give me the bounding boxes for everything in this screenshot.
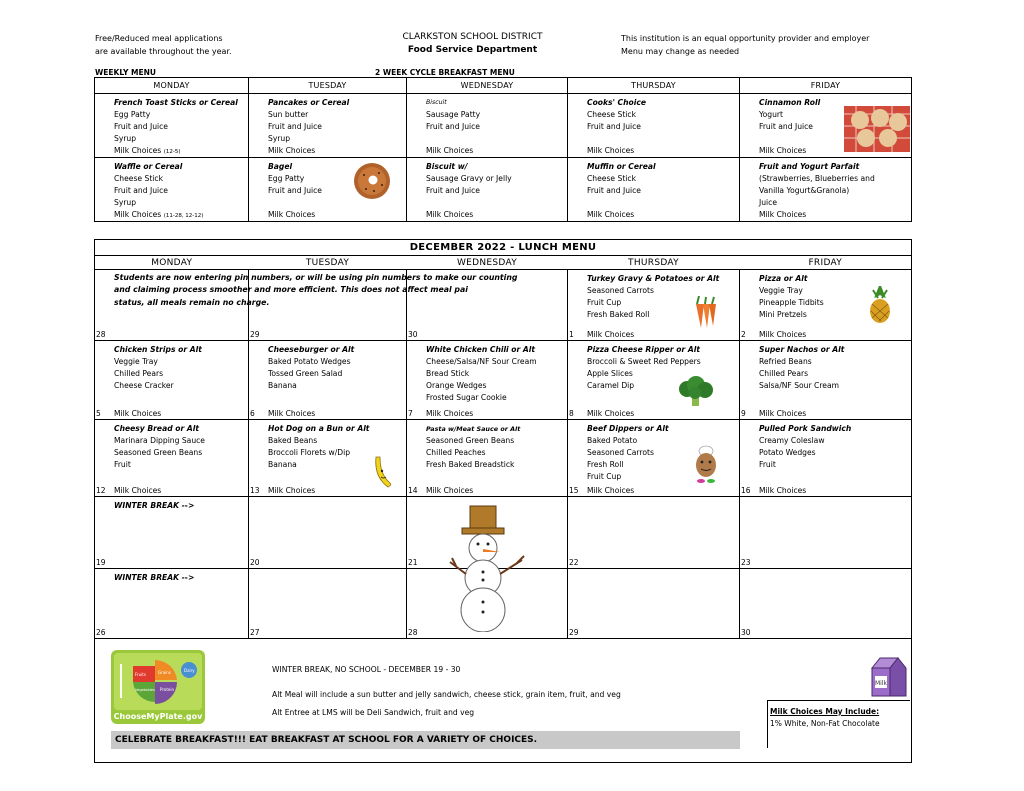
breakfast-cell-thursday xyxy=(568,94,740,158)
breakfast-milk-choices xyxy=(759,209,911,221)
lunch-milk-choices: Milk Choices xyxy=(587,409,635,418)
lunch-side-item: Cheese Cracker xyxy=(114,381,174,390)
lunch-side-item: Baked Beans xyxy=(268,436,318,445)
breakfast-milk-choices xyxy=(426,209,567,221)
lunch-side-item: Chilled Pears xyxy=(759,369,809,378)
lunch-cell-content xyxy=(568,341,739,392)
lunch-side-item: Cheese/Salsa/NF Sour Cream xyxy=(426,357,537,366)
breakfast-item: Fruit and Juice xyxy=(426,186,480,195)
lunch-side-item: Fruit xyxy=(114,460,131,469)
lunch-date-number: 16 xyxy=(741,486,751,495)
lunch-cell-content xyxy=(95,569,248,584)
breakfast-milk-choices xyxy=(268,145,406,157)
breakfast-milk-label: Milk Choices xyxy=(587,210,635,219)
banana-icon xyxy=(372,455,394,489)
lunch-cell-wednesday xyxy=(407,420,568,497)
lunch-side-item: Marinara Dipping Sauce xyxy=(114,436,205,445)
breakfast-item: Yogurt xyxy=(759,110,784,119)
lunch-date-number: 28 xyxy=(408,628,418,637)
lunch-side-item: Creamy Coleslaw xyxy=(759,436,825,445)
lunch-cell-thursday xyxy=(568,497,740,569)
lunch-entree-title: Pizza Cheese Ripper or Alt xyxy=(587,345,700,354)
lunch-cell-content xyxy=(95,497,248,512)
equal-opportunity-note xyxy=(621,33,869,58)
lunch-side-item: Fruit Cup xyxy=(587,472,622,481)
breakfast-item-title: Muffin or Cereal xyxy=(587,162,656,171)
lunch-side-item: Fruit Cup xyxy=(587,298,622,307)
equal-opportunity-line: This institution is an equal opportunity provider and employer xyxy=(621,34,870,43)
lunch-cell-monday xyxy=(95,341,249,420)
lunch-entree-title: Pulled Pork Sandwich xyxy=(759,424,852,433)
weekly-menu-label: WEEKLY MENU xyxy=(95,68,156,77)
breakfast-item: Egg Patty xyxy=(268,174,305,183)
myplate-protein-label: Protein xyxy=(160,687,175,692)
breakfast-week-1 xyxy=(95,94,912,158)
free-reduced-line1: Free/Reduced meal applications xyxy=(95,34,223,43)
lunch-side-item: Refried Beans xyxy=(759,357,812,366)
breakfast-item xyxy=(426,133,567,145)
lunch-day-friday: FRIDAY xyxy=(740,256,912,270)
lunch-cell-monday xyxy=(95,420,249,497)
breakfast-cell-tuesday xyxy=(249,94,407,158)
department-title: Food Service Department xyxy=(407,45,538,55)
breakfast-item: Fruit and Juice xyxy=(114,186,168,195)
breakfast-cycle-label: 2 WEEK CYCLE BREAKFAST MENU xyxy=(375,68,515,77)
breakfast-day-friday: FRIDAY xyxy=(740,78,912,94)
lunch-date-number: 20 xyxy=(250,558,260,567)
lunch-cell-content xyxy=(740,420,911,471)
breakfast-cell-content xyxy=(407,94,567,157)
lunch-date-number: 30 xyxy=(408,330,418,339)
breakfast-milk-choices xyxy=(268,209,406,221)
breakfast-milk-choices xyxy=(114,209,248,221)
lunch-side-item: Pineapple Tidbits xyxy=(759,298,824,307)
lunch-date-number: 2 xyxy=(741,330,746,339)
myplate-grains-label: Grains xyxy=(158,670,171,675)
lunch-side-item: Orange Wedges xyxy=(426,381,487,390)
potato-chef-icon xyxy=(690,445,722,485)
lunch-day-thursday: THURSDAY xyxy=(568,256,740,270)
lunch-date-number: 23 xyxy=(741,558,751,567)
winter-break-label: WINTER BREAK --> xyxy=(114,573,195,582)
myplate-fruits-label: Fruits xyxy=(135,672,146,677)
lunch-day-monday: MONDAY xyxy=(95,256,249,270)
lunch-week-3 xyxy=(95,420,912,497)
breakfast-day-tuesday: TUESDAY xyxy=(249,78,407,94)
breakfast-item: Egg Patty xyxy=(114,110,151,119)
lunch-milk-choices: Milk Choices xyxy=(114,486,162,495)
lunch-date-number: 21 xyxy=(408,558,418,567)
lunch-date-number: 6 xyxy=(250,409,255,418)
broccoli-icon xyxy=(677,376,713,408)
cinnamon-roll-icon xyxy=(844,106,910,152)
snowman-icon xyxy=(446,504,528,632)
lunch-date-number: 19 xyxy=(96,558,106,567)
lunch-entree-title: Hot Dog on a Bun or Alt xyxy=(268,424,370,433)
lunch-entree-title: Beef Dippers or Alt xyxy=(587,424,669,433)
pin-number-notice-line: status, all meals remain no charge. xyxy=(114,297,270,307)
breakfast-cell-content xyxy=(568,94,739,157)
free-reduced-note xyxy=(95,33,232,58)
pin-number-notice-line: Students are now entering pin numbers, or will be using pin numbers to make our counting xyxy=(114,273,518,282)
lunch-date-number: 26 xyxy=(96,628,106,637)
lunch-entree-title: Cheesy Bread or Alt xyxy=(114,424,199,433)
breakfast-milk-choices xyxy=(587,209,739,221)
lunch-side-item: Mini Pretzels xyxy=(759,310,807,319)
lunch-cell-friday xyxy=(740,341,912,420)
lunch-side-item: Baked Potato Wedges xyxy=(268,357,351,366)
breakfast-item: Syrup xyxy=(114,198,137,207)
lunch-menu-title: DECEMBER 2022 - LUNCH MENU xyxy=(95,240,912,256)
breakfast-item-title: French Toast Sticks or Cereal xyxy=(114,98,238,107)
lunch-side-item: Seasoned Carrots xyxy=(587,286,654,295)
lunch-date-number: 28 xyxy=(96,330,106,339)
pin-number-notice xyxy=(95,270,517,309)
breakfast-milk-dates: (11-28, 12-12) xyxy=(163,213,204,219)
breakfast-milk-dates: (12-5) xyxy=(163,149,181,155)
carrots-icon xyxy=(693,296,717,330)
lunch-date-number: 8 xyxy=(569,409,574,418)
breakfast-item: (Strawberries, Blueberries and xyxy=(759,174,875,183)
milk-carton-icon xyxy=(868,656,908,698)
lunch-week-2 xyxy=(95,341,912,420)
lunch-entree-title: White Chicken Chili or Alt xyxy=(426,345,536,354)
lunch-milk-choices: Milk Choices xyxy=(426,486,474,495)
lunch-milk-choices: Milk Choices xyxy=(587,330,635,339)
breakfast-item: Cheese Stick xyxy=(114,174,163,183)
breakfast-day-header xyxy=(95,78,912,94)
breakfast-item: Sun butter xyxy=(268,110,309,119)
lunch-cell-wednesday xyxy=(407,341,568,420)
lunch-day-tuesday: TUESDAY xyxy=(249,256,407,270)
lunch-date-number: 29 xyxy=(250,330,260,339)
breakfast-item-title: Cooks' Choice xyxy=(587,98,646,107)
breakfast-milk-choices xyxy=(587,145,739,157)
breakfast-cell-content xyxy=(568,158,739,221)
lunch-entree-title: Super Nachos or Alt xyxy=(759,345,845,354)
breakfast-item: Fruit and Juice xyxy=(587,122,641,131)
lunch-milk-choices: Milk Choices xyxy=(759,409,807,418)
lunch-cell-thursday xyxy=(568,341,740,420)
breakfast-milk-label: Milk Choices xyxy=(268,146,316,155)
milk-choices-options: 1% White, Non-Fat Chocolate xyxy=(770,719,880,728)
lunch-milk-choices: Milk Choices xyxy=(587,486,635,495)
lunch-date-number: 9 xyxy=(741,409,746,418)
breakfast-milk-label: Milk Choices xyxy=(268,210,316,219)
lunch-date-number: 1 xyxy=(569,330,574,339)
breakfast-cell-friday xyxy=(740,158,912,222)
lunch-side-item: Baked Potato xyxy=(587,436,638,445)
breakfast-item: Fruit and Juice xyxy=(759,122,813,131)
winter-break-label: WINTER BREAK --> xyxy=(114,501,195,510)
lunch-milk-choices: Milk Choices xyxy=(268,486,316,495)
breakfast-cell-thursday xyxy=(568,158,740,222)
breakfast-milk-choices xyxy=(426,145,567,157)
breakfast-item: Fruit and Juice xyxy=(114,122,168,131)
breakfast-item-title: Waffle or Cereal xyxy=(114,162,183,171)
lunch-cell-content xyxy=(740,341,911,392)
lunch-side-item: Fresh Baked Roll xyxy=(587,310,650,319)
lunch-date-number: 13 xyxy=(250,486,260,495)
lunch-side-item: Bread Stick xyxy=(426,369,470,378)
breakfast-item: Vanilla Yogurt&Granola) xyxy=(759,186,850,195)
breakfast-item: Sausage Gravy or Jelly xyxy=(426,174,512,183)
breakfast-cell-content xyxy=(95,94,248,157)
lunch-entree-title: Pizza or Alt xyxy=(759,274,808,283)
breakfast-item-title: Pancakes or Cereal xyxy=(268,98,350,107)
lunch-side-item: Seasoned Carrots xyxy=(587,448,654,457)
lunch-cell-content xyxy=(95,341,248,392)
breakfast-item: Cheese Stick xyxy=(587,110,636,119)
winter-break-notice: WINTER BREAK, NO SCHOOL - DECEMBER 19 - 30 xyxy=(272,665,461,674)
lunch-cell-friday xyxy=(740,569,912,639)
lunch-side-item: Veggie Tray xyxy=(759,286,803,295)
lunch-side-item: Broccoli & Sweet Red Peppers xyxy=(587,357,701,366)
lunch-cell-content xyxy=(407,341,567,404)
lunch-side-item: Banana xyxy=(268,381,297,390)
lunch-day-header xyxy=(95,256,912,270)
breakfast-item: Cheese Stick xyxy=(587,174,636,183)
breakfast-cell-content xyxy=(249,94,406,157)
breakfast-cell-wednesday xyxy=(407,158,568,222)
lunch-side-item: Caramel Dip xyxy=(587,381,635,390)
breakfast-cell-content xyxy=(95,158,248,221)
alt-entree-note: Alt Entree at LMS will be Deli Sandwich, fruit and veg xyxy=(272,708,475,717)
lunch-date-number: 5 xyxy=(96,409,101,418)
lunch-side-item: Tossed Green Salad xyxy=(268,369,343,378)
breakfast-cell-monday xyxy=(95,158,249,222)
lunch-side-item: Fresh Roll xyxy=(587,460,624,469)
lunch-cell-monday xyxy=(95,569,249,639)
celebrate-breakfast-banner: CELEBRATE BREAKFAST!!! EAT BREAKFAST AT SCHOOL FOR A VARIETY OF CHOICES. xyxy=(111,731,740,749)
breakfast-milk-choices xyxy=(114,145,248,157)
menu-change-line: Menu may change as needed xyxy=(621,46,740,56)
bagel-icon xyxy=(352,161,392,201)
lunch-cell-tuesday xyxy=(249,341,407,420)
lunch-date-number: 7 xyxy=(408,409,413,418)
breakfast-week-2 xyxy=(95,158,912,222)
lunch-side-item: Salsa/NF Sour Cream xyxy=(759,381,840,390)
lunch-side-item: Seasoned Green Beans xyxy=(114,448,203,457)
lunch-side-item: Frosted Sugar Cookie xyxy=(426,393,507,402)
lunch-cell-content xyxy=(249,341,406,392)
lunch-menu-table xyxy=(94,239,912,763)
breakfast-item-title: Bagel xyxy=(268,162,293,171)
breakfast-menu-table xyxy=(94,77,912,222)
lunch-cell-content xyxy=(407,420,567,471)
breakfast-item-title: Cinnamon Roll xyxy=(759,98,821,107)
lunch-date-number: 15 xyxy=(569,486,579,495)
breakfast-item: Juice xyxy=(759,198,778,207)
lunch-day-wednesday: WEDNESDAY xyxy=(407,256,568,270)
lunch-milk-choices: Milk Choices xyxy=(114,409,162,418)
breakfast-item xyxy=(426,197,567,209)
breakfast-milk-label: Milk Choices xyxy=(426,146,474,155)
lunch-side-item: Potato Wedges xyxy=(759,448,816,457)
lunch-entree-title: Turkey Gravy & Potatoes or Alt xyxy=(587,274,720,283)
breakfast-cell-content xyxy=(740,158,911,221)
lunch-side-item: Seasoned Green Beans xyxy=(426,436,515,445)
lunch-milk-choices: Milk Choices xyxy=(268,409,316,418)
breakfast-item-title: Biscuit w/ xyxy=(426,162,468,171)
breakfast-item-title: Fruit and Yogurt Parfait xyxy=(759,162,860,171)
lunch-milk-choices: Milk Choices xyxy=(426,409,474,418)
lunch-entree-title: Chicken Strips or Alt xyxy=(114,345,202,354)
breakfast-milk-label: Milk Choices xyxy=(587,146,635,155)
lunch-date-number: 12 xyxy=(96,486,106,495)
breakfast-cell-monday xyxy=(95,94,249,158)
pin-number-notice-line: and claiming process smoother and more efficient. This does not affect meal pai xyxy=(114,285,468,295)
lunch-milk-choices: Milk Choices xyxy=(759,330,807,339)
district-header xyxy=(360,31,585,57)
lunch-cell-monday xyxy=(95,497,249,569)
lunch-side-item: Chilled Peaches xyxy=(426,448,486,457)
lunch-side-item: Chilled Pears xyxy=(114,369,164,378)
breakfast-cell-wednesday xyxy=(407,94,568,158)
lunch-cell-tuesday xyxy=(249,569,407,639)
lunch-date-number: 30 xyxy=(741,628,751,637)
breakfast-item xyxy=(587,133,739,145)
breakfast-item-title: Biscuit xyxy=(426,99,447,106)
breakfast-item: Syrup xyxy=(268,134,291,143)
alt-meal-note: Alt Meal will include a sun butter and jelly sandwich, cheese stick, grain item, fruit, and veg xyxy=(272,690,621,699)
breakfast-milk-label: Milk Choices xyxy=(426,210,474,219)
lunch-cell-content xyxy=(95,420,248,471)
district-title: CLARKSTON SCHOOL DISTRICT xyxy=(402,32,543,42)
breakfast-item: Fruit and Juice xyxy=(268,122,322,131)
myplate-vegetables-label: Vegetables xyxy=(135,688,155,692)
breakfast-milk-label: Milk Choices xyxy=(114,210,162,219)
lunch-cell-friday xyxy=(740,497,912,569)
milk-choices-title: Milk Choices May Include: xyxy=(770,707,880,716)
lunch-cell-thursday xyxy=(568,569,740,639)
breakfast-milk-label: Milk Choices xyxy=(759,146,807,155)
breakfast-milk-label: Milk Choices xyxy=(114,146,162,155)
breakfast-milk-label: Milk Choices xyxy=(759,210,807,219)
lunch-side-item: Fruit xyxy=(759,460,776,469)
breakfast-item: Sausage Patty xyxy=(426,110,481,119)
breakfast-cell-content xyxy=(407,158,567,221)
lunch-side-item: Broccoli Florets w/Dip xyxy=(268,448,351,457)
pineapple-icon xyxy=(867,286,893,324)
breakfast-item: Fruit and Juice xyxy=(587,186,641,195)
lunch-date-number: 14 xyxy=(408,486,418,495)
free-reduced-line2: are available throughout the year. xyxy=(95,46,232,56)
lunch-milk-choices: Milk Choices xyxy=(759,486,807,495)
breakfast-item xyxy=(587,197,739,209)
breakfast-day-wednesday: WEDNESDAY xyxy=(407,78,568,94)
breakfast-item: Fruit and Juice xyxy=(268,186,322,195)
breakfast-day-thursday: THURSDAY xyxy=(568,78,740,94)
myplate-text: ChooseMyPlate.gov xyxy=(113,712,203,721)
breakfast-item: Syrup xyxy=(114,134,137,143)
lunch-date-number: 29 xyxy=(569,628,579,637)
lunch-side-item: Banana xyxy=(268,460,297,469)
lunch-date-number: 22 xyxy=(569,558,579,567)
myplate-logo xyxy=(111,650,205,724)
breakfast-item: Fruit and Juice xyxy=(426,122,480,131)
lunch-entree-title: Pasta w/Meat Sauce or Alt xyxy=(426,425,521,433)
breakfast-day-monday: MONDAY xyxy=(95,78,249,94)
lunch-cell-friday xyxy=(740,420,912,497)
lunch-side-item: Fresh Baked Breadstick xyxy=(426,460,515,469)
lunch-side-item: Veggie Tray xyxy=(114,357,158,366)
myplate-dairy-label: Dairy xyxy=(184,668,195,673)
lunch-date-number: 27 xyxy=(250,628,260,637)
lunch-cell-tuesday xyxy=(249,497,407,569)
lunch-week-1 xyxy=(95,270,912,341)
lunch-entree-title: Cheeseburger or Alt xyxy=(268,345,355,354)
milk-choices-box xyxy=(767,700,910,748)
milk-carton-label: Milk xyxy=(875,680,887,687)
lunch-side-item: Apple Slices xyxy=(587,369,633,378)
